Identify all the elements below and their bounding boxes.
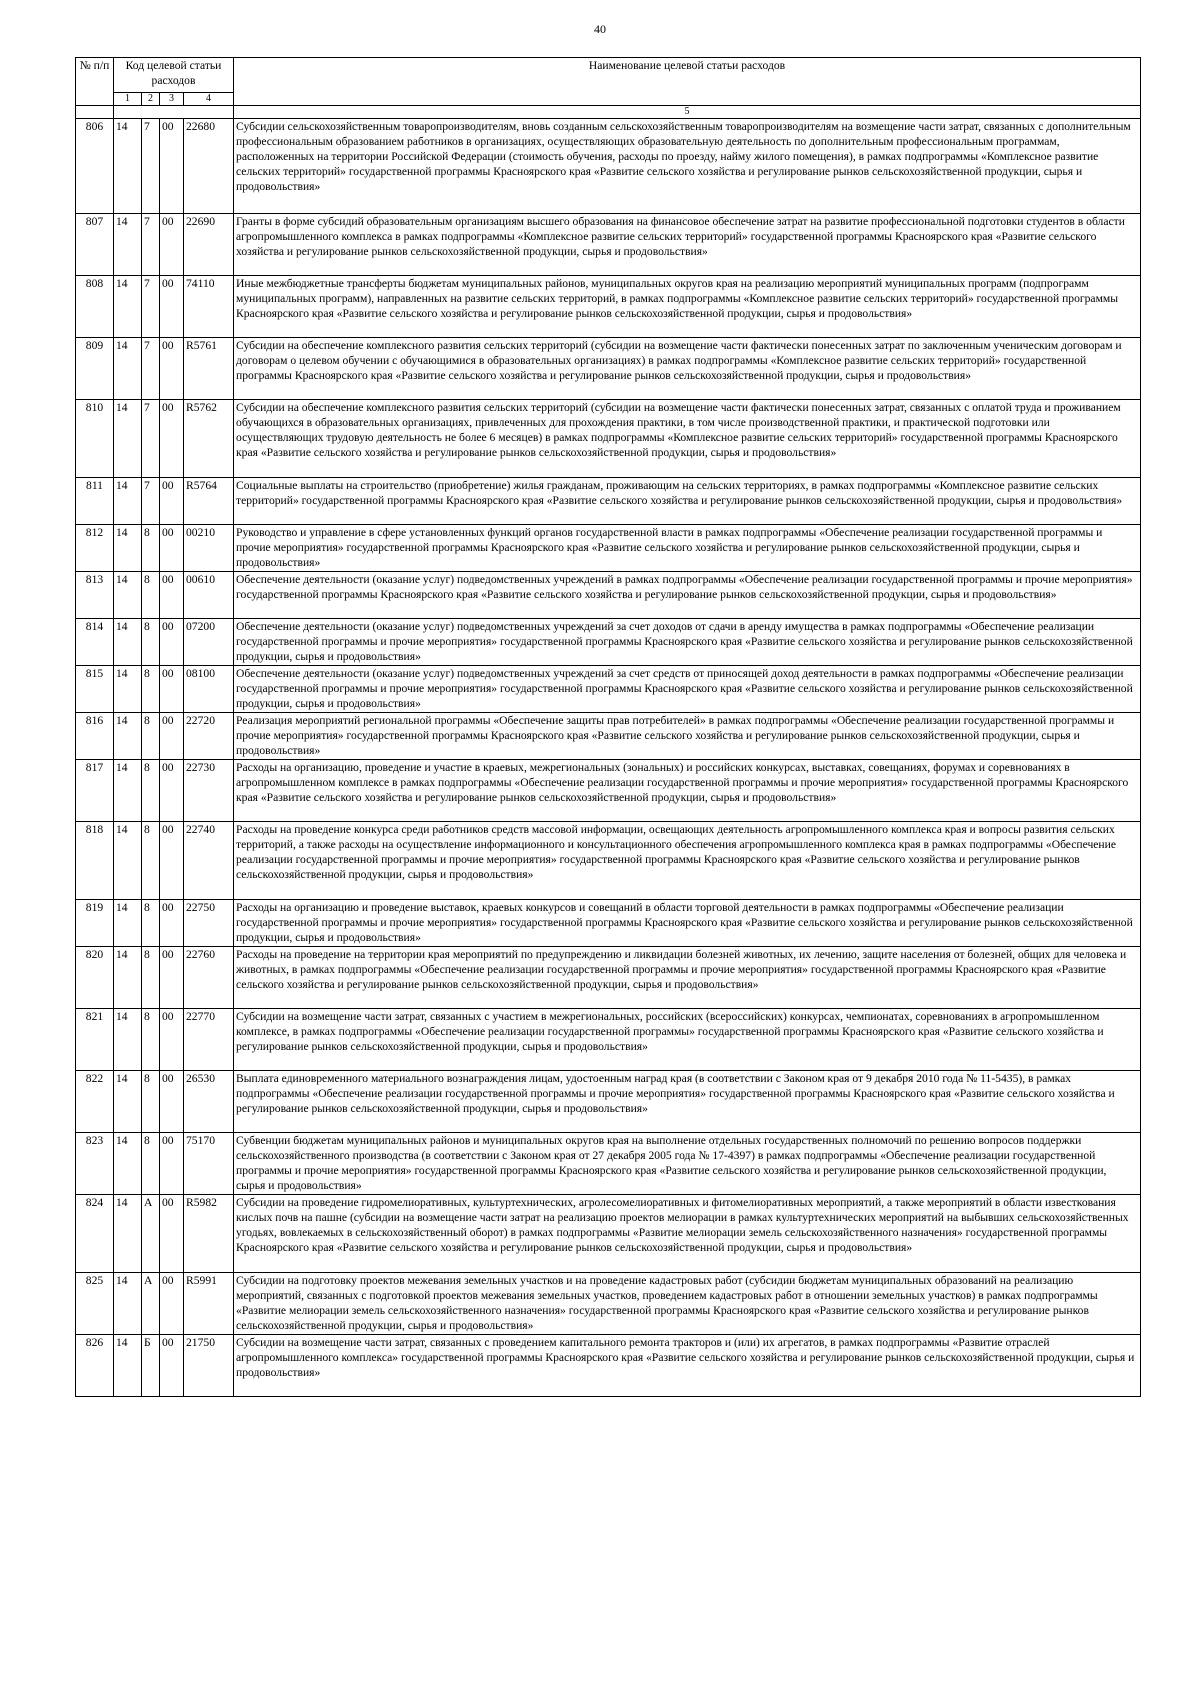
table-row [76, 119, 1141, 214]
code-part-1: 14 [114, 400, 142, 478]
expenditure-name: Субсидии на проведение гидромелиоративных, культуртехнических, агролесомелиоративных и фитомелиоративных мероприятий, а также мероприятий в области известкования кислых почв на пашне (субсидии на возмещение части затрат на реализацию проектов мелиорации в рамках культуртехнических мероприятий на выбывших сельскохозяйственных угодьях, вовлекаемых в сельскохозяйственный оборот) в рамках подпрограммы «Развитие мелиорации земель сельскохозяйственного назначения» государственной программы Красноярского края «Развитие сельского хозяйства и регулирование рынков сельскохозяйственной продукции, сырья и продовольствия» [234, 1195, 1141, 1273]
table-row [76, 947, 1141, 1009]
header-col-num-blank [76, 106, 114, 119]
code-part-3: 00 [160, 1133, 184, 1195]
code-part-4: 22770 [184, 1009, 234, 1071]
row-number: 806 [76, 119, 114, 214]
expenditure-name: Расходы на организацию, проведение и участие в краевых, межрегиональных (зональных) и российских конкурсах, выставках, совещаниях, форумах и соревнованиях в агропромышленном комплексе в рамках подпрограммы «Обеспечение реализации государственной программы и прочие мероприятия» государственной программы Красноярского края «Развитие сельского хозяйства и регулирование рынков сельскохозяйственной продукции, сырья и продовольствия» [234, 760, 1141, 822]
expenditure-name: Обеспечение деятельности (оказание услуг) подведомственных учреждений за счет доходов от сдачи в аренду имущества в рамках подпрограммы «Обеспечение реализации государственной программы и прочие мероприятия» государственной программы Красноярского края «Развитие сельского хозяйства и регулирование рынков сельскохозяйственной продукции, сырья и продовольствия» [234, 619, 1141, 666]
code-part-3: 00 [160, 947, 184, 1009]
row-number: 812 [76, 525, 114, 572]
expenditure-name: Расходы на проведение на территории края мероприятий по предупреждению и ликвидации болезней животных, их лечению, защите населения от болезней, общих для человека и животных, в рамках подпрограммы «Обеспечение реализации государственной программы и прочие мероприятия» государственной программы Красноярского края «Развитие сельского хозяйства и регулирование рынков сельскохозяйственной продукции, сырья и продовольствия» [234, 947, 1141, 1009]
table-row [76, 900, 1141, 947]
header-code: Код целевой статьи расходов [114, 58, 234, 93]
code-part-4: 26530 [184, 1071, 234, 1133]
row-number: 824 [76, 1195, 114, 1273]
code-part-1: 14 [114, 1009, 142, 1071]
expenditure-table [75, 57, 1141, 1397]
code-part-3: 00 [160, 1071, 184, 1133]
expenditure-name: Субсидии на обеспечение комплексного развития сельских территорий (субсидии на возмещение части фактически понесенных затрат, связанных с оплатой труда и проживанием обучающихся в образовательных организациях, привлеченных для прохождения практики, в том числе производственной практики, и практической подготовки или осуществляющих трудовую деятельность не более 6 месяцев) в рамках подпрограммы «Комплексное развитие сельских территорий» государственной программы Красноярского края «Развитие сельского хозяйства и регулирование рынков сельскохозяйственной продукции, сырья и продовольствия» [234, 400, 1141, 478]
code-part-3: 00 [160, 525, 184, 572]
code-part-3: 00 [160, 119, 184, 214]
code-part-4: 21750 [184, 1335, 234, 1397]
code-part-2: А [142, 1195, 160, 1273]
table-row [76, 666, 1141, 713]
code-part-4: R5762 [184, 400, 234, 478]
expenditure-name: Руководство и управление в сфере установленных функций органов государственной власти в рамках подпрограммы «Обеспечение реализации государственной программы и прочие мероприятия» государственной программы Красноярского края «Развитие сельского хозяйства и регулирование рынков сельскохозяйственной продукции, сырья и продовольствия» [234, 525, 1141, 572]
code-part-2: 8 [142, 619, 160, 666]
expenditure-name: Выплата единовременного материального вознаграждения лицам, удостоенным наград края (в соответствии с Законом края от 9 декабря 2010 года № 11-5435), в рамках подпрограммы «Обеспечение реализации государственной программы и прочие мероприятия» государственной программы Красноярского края «Развитие сельского хозяйства и регулирование рынков сельскохозяйственной продукции, сырья и продовольствия» [234, 1071, 1141, 1133]
code-part-3: 00 [160, 666, 184, 713]
table-row [76, 338, 1141, 400]
code-part-3: 00 [160, 1335, 184, 1397]
code-part-1: 14 [114, 619, 142, 666]
code-part-1: 14 [114, 276, 142, 338]
code-part-2: 8 [142, 947, 160, 1009]
code-part-1: 14 [114, 1273, 142, 1335]
row-number: 826 [76, 1335, 114, 1397]
row-number: 819 [76, 900, 114, 947]
code-part-3: 00 [160, 1009, 184, 1071]
expenditure-name: Расходы на проведение конкурса среди работников средств массовой информации, освещающих деятельность агропромышленного комплекса края и вопросы развития сельских территорий, а также расходы на осуществление информационного и консультационного обеспечения агропромышленного комплекса края в рамках подпрограммы «Обеспечение реализации государственной программы и прочие мероприятия» государственной программы Красноярского края «Развитие сельского хозяйства и регулирование рынков сельскохозяйственной продукции, сырья и продовольствия» [234, 822, 1141, 900]
table-row [76, 572, 1141, 619]
expenditure-name: Субсидии на подготовку проектов межевания земельных участков и на проведение кадастровых работ (субсидии бюджетам муниципальных образований на реализацию мероприятий, связанных с подготовкой проектов межевания земельных участков, проведением кадастровых работ в отношении земельных участков) в рамках подпрограммы «Развитие мелиорации земель сельскохозяйственного назначения» государственной программы Красноярского края «Развитие сельского хозяйства и регулирование рынков сельскохозяйственной продукции, сырья и продовольствия» [234, 1273, 1141, 1335]
row-number: 821 [76, 1009, 114, 1071]
row-number: 820 [76, 947, 114, 1009]
row-number: 825 [76, 1273, 114, 1335]
code-part-1: 14 [114, 214, 142, 276]
code-part-1: 14 [114, 822, 142, 900]
code-part-1: 14 [114, 572, 142, 619]
table-row [76, 619, 1141, 666]
code-part-2: 7 [142, 400, 160, 478]
table-row [76, 478, 1141, 525]
table-row [76, 1195, 1141, 1273]
code-part-2: А [142, 1273, 160, 1335]
code-part-2: 8 [142, 1071, 160, 1133]
code-part-3: 00 [160, 900, 184, 947]
table-row [76, 1273, 1141, 1335]
code-part-2: Б [142, 1335, 160, 1397]
code-part-2: 7 [142, 276, 160, 338]
expenditure-name: Социальные выплаты на строительство (приобретение) жилья гражданам, проживающим на сельских территориях, в рамках подпрограммы «Комплексное развитие сельских территорий» государственной программы Красноярского края «Развитие сельского хозяйства и регулирование рынков сельскохозяйственной продукции, сырья и продовольствия» [234, 478, 1141, 525]
code-part-2: 7 [142, 119, 160, 214]
header-num: № п/п [76, 58, 114, 106]
row-number: 811 [76, 478, 114, 525]
expenditure-name: Гранты в форме субсидий образовательным организациям высшего образования на финансовое обеспечение затрат на развитие профессиональной подготовки студентов в области агропромышленного комплекса в рамках подпрограммы «Комплексное развитие сельских территорий» государственной программы Красноярского края «Развитие сельского хозяйства и регулирование рынков сельскохозяйственной продукции, сырья и продовольствия» [234, 214, 1141, 276]
table-row [76, 760, 1141, 822]
header-col-1: 1 [114, 93, 142, 106]
code-part-2: 7 [142, 478, 160, 525]
row-number: 822 [76, 1071, 114, 1133]
table-row [76, 822, 1141, 900]
code-part-4: 22760 [184, 947, 234, 1009]
code-part-3: 00 [160, 214, 184, 276]
row-number: 809 [76, 338, 114, 400]
code-part-4: 07200 [184, 619, 234, 666]
code-part-1: 14 [114, 525, 142, 572]
expenditure-name: Расходы на организацию и проведение выставок, краевых конкурсов и совещаний в области торговой деятельности в рамках подпрограммы «Обеспечение реализации государственной программы и прочие мероприятия» государственной программы Красноярского края «Развитие сельского хозяйства и регулирование рынков сельскохозяйственной продукции, сырья и продовольствия» [234, 900, 1141, 947]
code-part-2: 8 [142, 822, 160, 900]
table-row [76, 525, 1141, 572]
code-part-1: 14 [114, 119, 142, 214]
code-part-3: 00 [160, 400, 184, 478]
code-part-4: 22730 [184, 760, 234, 822]
code-part-2: 8 [142, 1009, 160, 1071]
code-part-1: 14 [114, 947, 142, 1009]
header-col-2: 2 [142, 93, 160, 106]
row-number: 815 [76, 666, 114, 713]
header-col-4: 4 [184, 93, 234, 106]
row-number: 816 [76, 713, 114, 760]
code-part-2: 8 [142, 713, 160, 760]
code-part-4: R5764 [184, 478, 234, 525]
code-part-4: 00210 [184, 525, 234, 572]
header-name: Наименование целевой статьи расходов [234, 58, 1141, 106]
code-part-4: 74110 [184, 276, 234, 338]
code-part-3: 00 [160, 822, 184, 900]
code-part-1: 14 [114, 900, 142, 947]
header-col-blank [114, 106, 234, 119]
code-part-1: 14 [114, 1335, 142, 1397]
code-part-2: 7 [142, 338, 160, 400]
row-number: 807 [76, 214, 114, 276]
code-part-1: 14 [114, 666, 142, 713]
row-number: 823 [76, 1133, 114, 1195]
code-part-3: 00 [160, 1195, 184, 1273]
expenditure-name: Иные межбюджетные трансферты бюджетам муниципальных районов, муниципальных округов края на реализацию мероприятий муниципальных программ (подпрограмм муниципальных программ), направленных на развитие сельских территорий, в рамках подпрограммы «Комплексное развитие сельских территорий» государственной программы Красноярского края «Развитие сельского хозяйства и регулирование рынков сельскохозяйственной продукции, сырья и продовольствия» [234, 276, 1141, 338]
code-part-4: 22750 [184, 900, 234, 947]
code-part-3: 00 [160, 760, 184, 822]
table-row [76, 1133, 1141, 1195]
code-part-4: 75170 [184, 1133, 234, 1195]
row-number: 818 [76, 822, 114, 900]
table-row [76, 400, 1141, 478]
code-part-1: 14 [114, 1133, 142, 1195]
code-part-2: 8 [142, 760, 160, 822]
code-part-1: 14 [114, 338, 142, 400]
table-body [76, 119, 1141, 1397]
row-number: 817 [76, 760, 114, 822]
code-part-3: 00 [160, 713, 184, 760]
code-part-4: 22740 [184, 822, 234, 900]
code-part-1: 14 [114, 713, 142, 760]
table-row [76, 214, 1141, 276]
code-part-1: 14 [114, 1071, 142, 1133]
code-part-3: 00 [160, 572, 184, 619]
expenditure-name: Обеспечение деятельности (оказание услуг) подведомственных учреждений в рамках подпрограммы «Обеспечение реализации государственной программы и прочие мероприятия» государственной программы Красноярского края «Развитие сельского хозяйства и регулирование рынков сельскохозяйственной продукции, сырья и продовольствия» [234, 572, 1141, 619]
code-part-3: 00 [160, 276, 184, 338]
code-part-4: 08100 [184, 666, 234, 713]
code-part-4: 22680 [184, 119, 234, 214]
code-part-1: 14 [114, 478, 142, 525]
header-col-5: 5 [234, 106, 1141, 119]
page-number: 40 [594, 22, 606, 36]
code-part-3: 00 [160, 619, 184, 666]
table-row [76, 1009, 1141, 1071]
expenditure-name: Реализация мероприятий региональной программы «Обеспечение защиты прав потребителей» в рамках подпрограммы «Обеспечение реализации государственной программы и прочие мероприятия» государственной программы Красноярского края «Развитие сельского хозяйства и регулирование рынков сельскохозяйственной продукции, сырья и продовольствия» [234, 713, 1141, 760]
code-part-4: R5991 [184, 1273, 234, 1335]
code-part-1: 14 [114, 760, 142, 822]
row-number: 808 [76, 276, 114, 338]
expenditure-name: Субсидии на обеспечение комплексного развития сельских территорий (субсидии на возмещение части фактически понесенных затрат по заключенным ученическим договорам и договорам о целевом обучении с обучающимися в образовательных организациях) в рамках подпрограммы «Комплексное развитие сельских территорий» государственной программы Красноярского края «Развитие сельского хозяйства и регулирование рынков сельскохозяйственной продукции, сырья и продовольствия» [234, 338, 1141, 400]
code-part-3: 00 [160, 1273, 184, 1335]
code-part-4: 00610 [184, 572, 234, 619]
code-part-3: 00 [160, 478, 184, 525]
code-part-2: 8 [142, 666, 160, 713]
expenditure-name: Субсидии на возмещение части затрат, связанных с участием в межрегиональных, российских (всероссийских) конкурсах, чемпионатах, соревнованиях в агропромышленном комплексе, в рамках подпрограммы «Обеспечение реализации государственной программы» государственной программы Красноярского края «Развитие сельского хозяйства и регулирование рынков сельскохозяйственной продукции, сырья и продовольствия» [234, 1009, 1141, 1071]
code-part-4: 22720 [184, 713, 234, 760]
row-number: 814 [76, 619, 114, 666]
expenditure-name: Субсидии на возмещение части затрат, связанных с проведением капитального ремонта тракторов и (или) их агрегатов, в рамках подпрограммы «Развитие отраслей агропромышленного комплекса» государственной программы Красноярского края «Развитие сельского хозяйства и регулирование рынков сельскохозяйственной продукции, сырья и продовольствия» [234, 1335, 1141, 1397]
table-row [76, 1071, 1141, 1133]
expenditure-name: Субсидии сельскохозяйственным товаропроизводителям, вновь созданным сельскохозяйственным товаропроизводителям на возмещение части затрат, связанных с дополнительным профессиональным образованием работников в организациях, осуществляющих образовательную деятельность по дополнительным профессиональным программам, расположенных на территории Российской Федерации (стоимость обучения, расходы по проезду, найму жилого помещения), в рамках подпрограммы «Комплексное развитие сельских территорий» государственной программы Красноярского края «Развитие сельского хозяйства и регулирование рынков сельскохозяйственной продукции, сырья и продовольствия» [234, 119, 1141, 214]
code-part-4: 22690 [184, 214, 234, 276]
code-part-2: 8 [142, 572, 160, 619]
table-row [76, 276, 1141, 338]
code-part-4: R5982 [184, 1195, 234, 1273]
code-part-2: 8 [142, 525, 160, 572]
code-part-2: 8 [142, 1133, 160, 1195]
row-number: 813 [76, 572, 114, 619]
header-col-3: 3 [160, 93, 184, 106]
table-row [76, 713, 1141, 760]
expenditure-name: Субвенции бюджетам муниципальных районов и муниципальных округов края на выполнение отдельных государственных полномочий по решению вопросов поддержки сельскохозяйственного производства (в соответствии с Законом края от 27 декабря 2005 года № 17-4397) в рамках подпрограммы «Обеспечение реализации государственной программы и прочие мероприятия» государственной программы Красноярского края «Развитие сельского хозяйства и регулирование рынков сельскохозяйственной продукции, сырья и продовольствия» [234, 1133, 1141, 1195]
table-row [76, 1335, 1141, 1397]
code-part-2: 8 [142, 900, 160, 947]
code-part-1: 14 [114, 1195, 142, 1273]
row-number: 810 [76, 400, 114, 478]
code-part-4: R5761 [184, 338, 234, 400]
expenditure-name: Обеспечение деятельности (оказание услуг) подведомственных учреждений за счет средств от приносящей доход деятельности в рамках подпрограммы «Обеспечение реализации государственной программы и прочие мероприятия» государственной программы Красноярского края «Развитие сельского хозяйства и регулирование рынков сельскохозяйственной продукции, сырья и продовольствия» [234, 666, 1141, 713]
code-part-3: 00 [160, 338, 184, 400]
code-part-2: 7 [142, 214, 160, 276]
